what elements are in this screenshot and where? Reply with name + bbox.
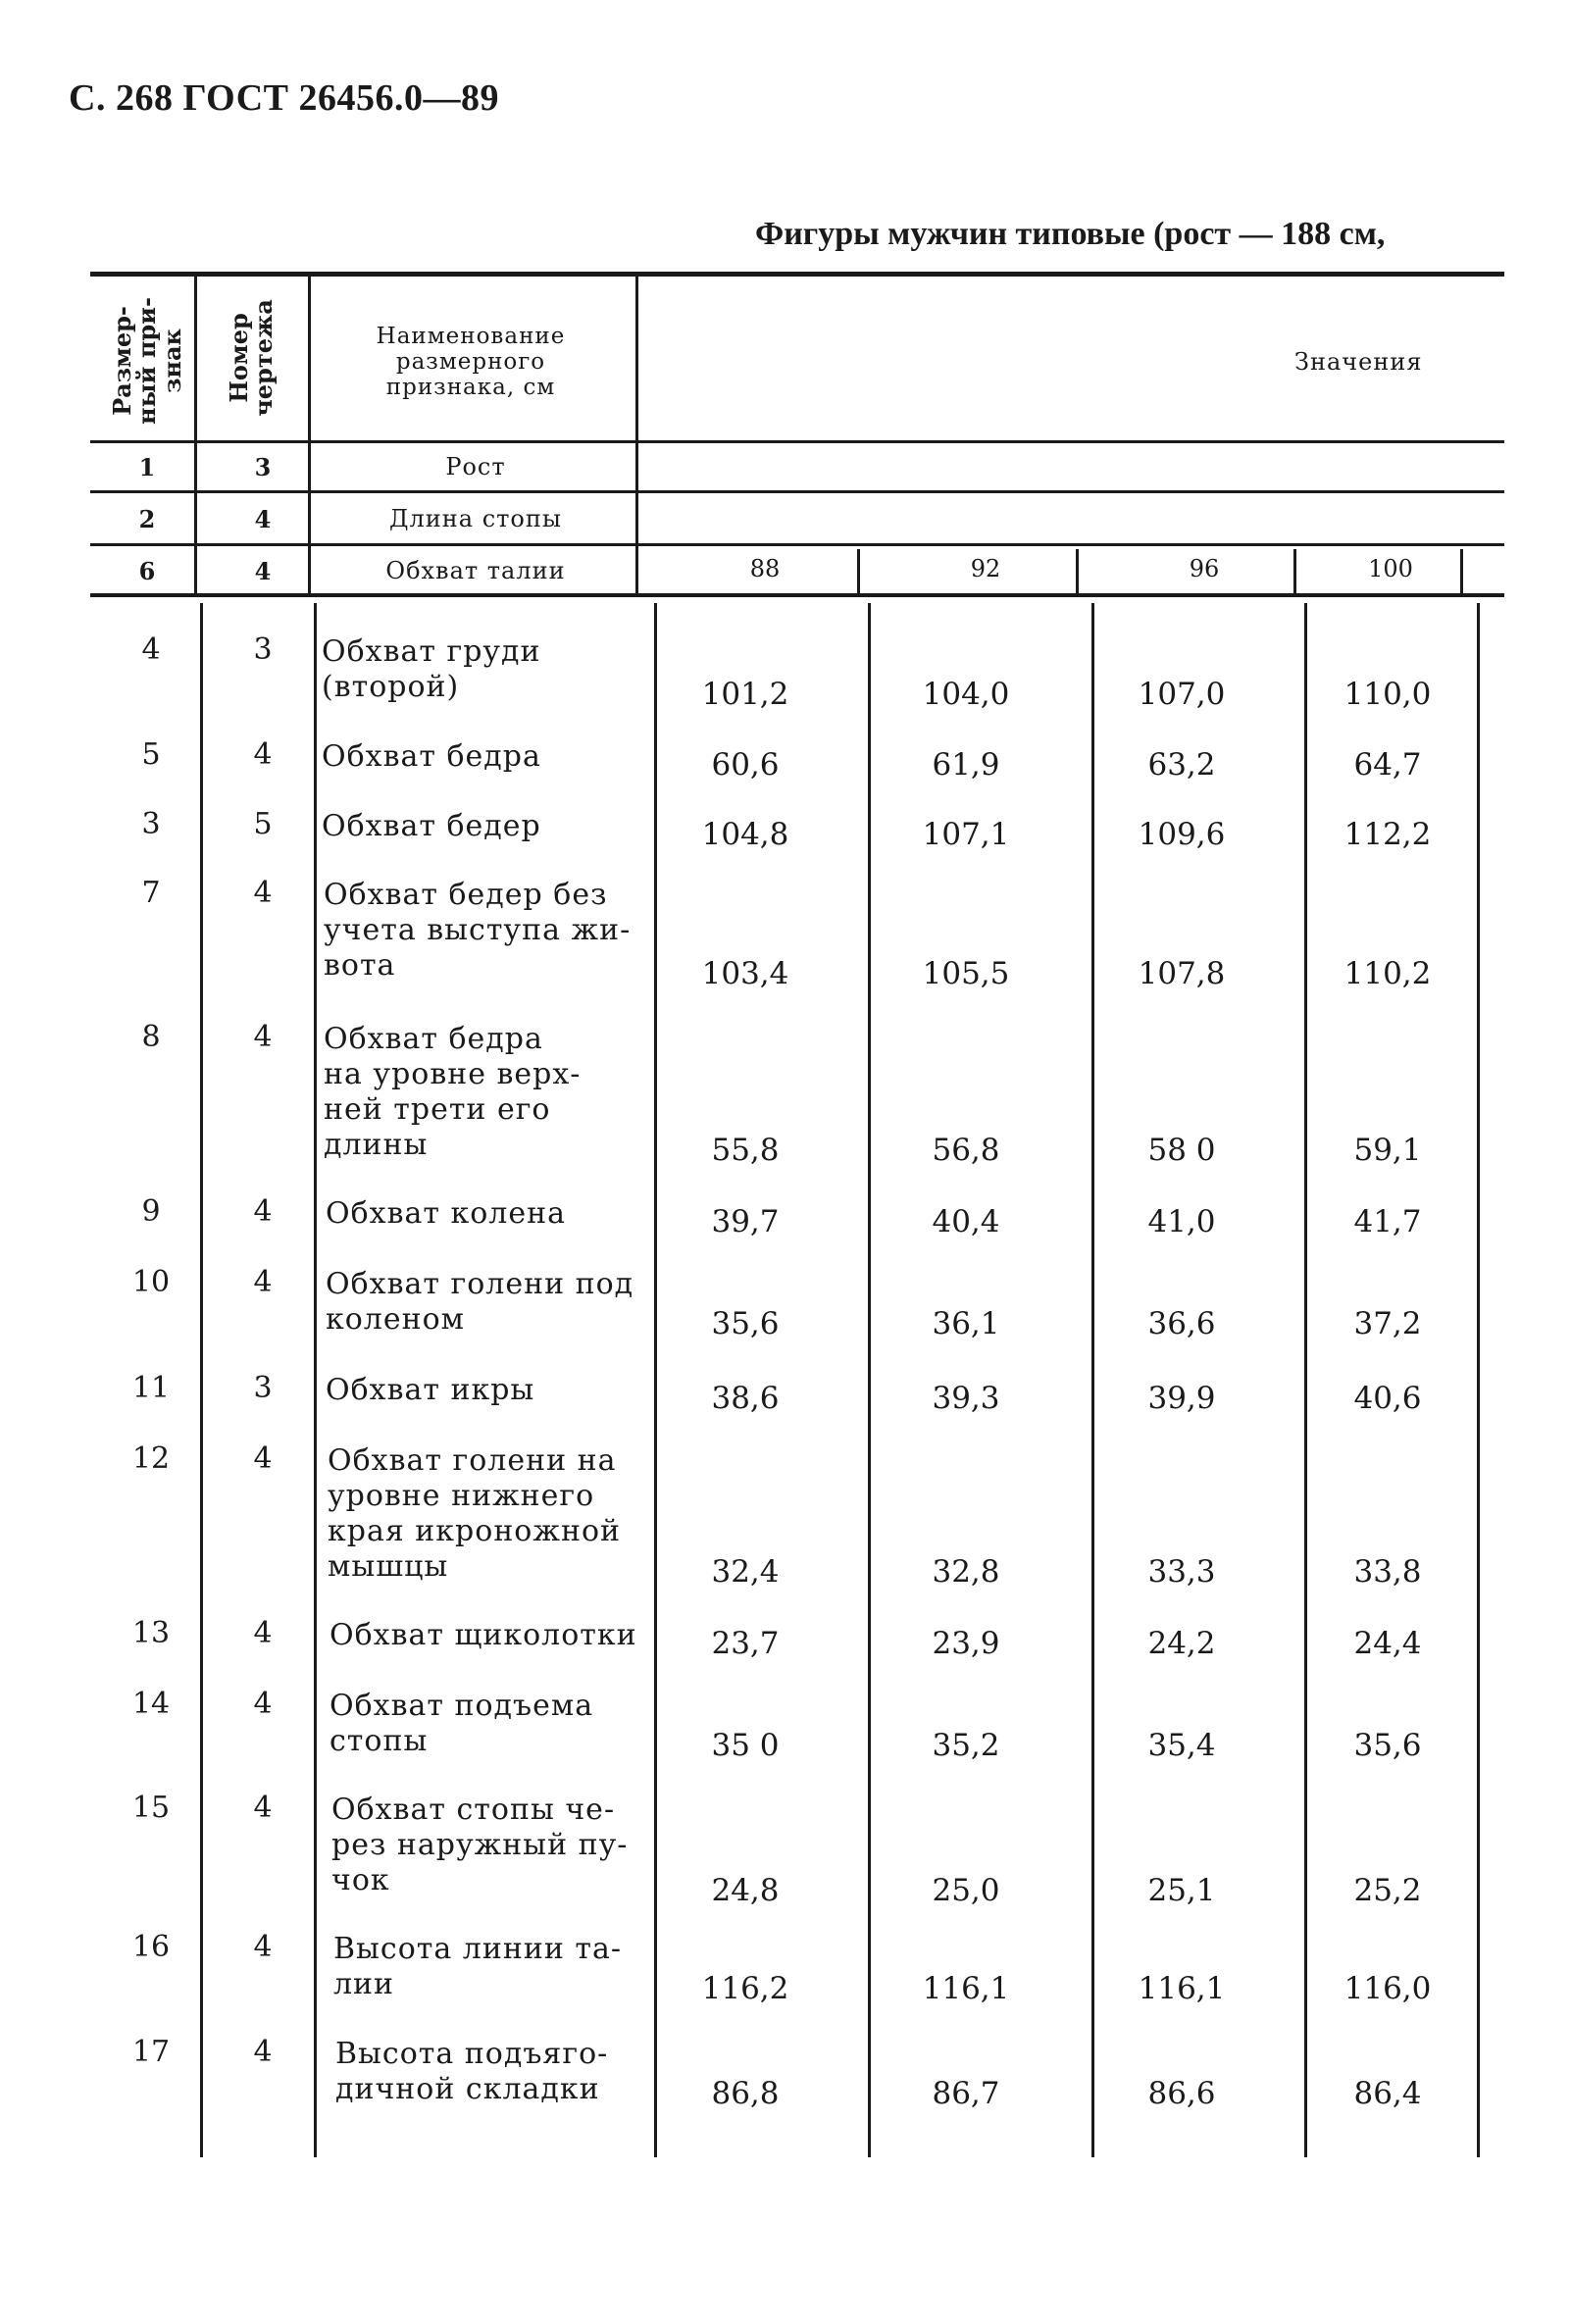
row-4-feature-name: Обхват груди (второй)	[322, 634, 541, 704]
page-header: С. 268 ГОСТ 26456.0—89	[69, 77, 499, 119]
row-12-value-4: 33,8	[1353, 1554, 1422, 1590]
row-8-value-2: 56,8	[932, 1133, 1000, 1168]
row-4-drawing: 3	[253, 632, 273, 667]
row-8-value-1: 55,8	[711, 1133, 780, 1168]
row-10-num: 10	[131, 1265, 171, 1299]
row-16-value-3: 116,1	[1138, 1971, 1226, 2006]
row-3-num: 3	[141, 807, 161, 841]
hrow-3-drawing: 4	[254, 557, 272, 585]
row-3-feature-name: Обхват бедер	[322, 809, 541, 843]
hrow-3-value-4: 100	[1368, 555, 1413, 582]
row-12-drawing: 4	[253, 1441, 273, 1476]
vrule-val-3	[1293, 549, 1296, 595]
row-5-drawing: 4	[253, 737, 273, 772]
row-4-value-1: 101,2	[701, 677, 789, 712]
header-drawing-number-line2: чертежа	[249, 299, 278, 417]
row-7-feature-name: Обхват бедер без учета выступа жи- вота	[324, 878, 632, 983]
hrow-3-value-1: 88	[749, 555, 781, 582]
row-7-value-2: 105,5	[922, 956, 1010, 991]
row-17-value-1: 86,8	[711, 2076, 780, 2111]
row-7-value-3: 107,8	[1138, 956, 1226, 991]
row-11-drawing: 3	[253, 1371, 273, 1405]
row-16-num: 16	[131, 1930, 171, 1964]
row-5-feature-name: Обхват бедра	[322, 739, 541, 774]
row-17-value-3: 86,6	[1147, 2076, 1216, 2111]
row-14-value-2: 35,2	[932, 1728, 1000, 1763]
row-17-drawing: 4	[253, 2035, 273, 2069]
row-10-value-1: 35,6	[711, 1306, 780, 1341]
vrule-val-1	[857, 549, 860, 595]
row-14-feature-name: Обхват подъема стопы	[329, 1689, 594, 1758]
row-9-value-1: 39,7	[711, 1204, 780, 1239]
row-4-value-3: 107,0	[1138, 677, 1226, 712]
row-17-feature-name: Высота подъяго- дичной складки	[335, 2037, 609, 2106]
row-3-value-1: 104,8	[701, 817, 789, 852]
row-7-value-1: 103,4	[701, 956, 789, 991]
row-8-num: 8	[141, 1020, 161, 1054]
row-12-value-2: 32,8	[932, 1554, 1000, 1590]
row-11-feature-name: Обхват икры	[326, 1373, 535, 1407]
hrow-1-name: Рост	[445, 453, 506, 480]
header-size-feature-line3: знак	[157, 328, 186, 393]
row-17-value-4: 86,4	[1353, 2076, 1422, 2111]
row-13-drawing: 4	[253, 1616, 273, 1650]
row-9-value-2: 40,4	[932, 1204, 1000, 1239]
header-values: Значения	[1294, 348, 1423, 376]
row-16-feature-name: Высота линии та- лии	[333, 1932, 622, 2001]
row-11-num: 11	[131, 1371, 171, 1405]
row-15-value-3: 25,1	[1147, 1873, 1216, 1908]
row-4-value-2: 104,0	[922, 677, 1010, 712]
hrow-3-value-3: 96	[1189, 555, 1220, 582]
row-16-value-2: 116,1	[922, 1971, 1010, 2006]
hrow-2-name: Длина стопы	[389, 505, 562, 532]
hrow-1-num: 1	[138, 453, 156, 481]
row-17-value-2: 86,7	[932, 2076, 1000, 2111]
hrow-3-name: Обхват талии	[385, 557, 566, 584]
row-rule-2	[90, 543, 1504, 546]
row-14-drawing: 4	[253, 1687, 273, 1721]
vrule-body-4	[868, 603, 871, 2157]
row-12-value-1: 32,4	[711, 1554, 780, 1590]
row-8-drawing: 4	[253, 1020, 273, 1054]
header-feature-name: Наименование размерного признака, см	[376, 324, 566, 400]
row-8-feature-name: Обхват бедра на уровне верх- ней трети его длины	[324, 1022, 582, 1162]
vrule-body-5	[1091, 603, 1094, 2157]
row-11-value-4: 40,6	[1353, 1381, 1422, 1416]
row-13-num: 13	[131, 1616, 171, 1650]
row-7-drawing: 4	[253, 876, 273, 910]
row-13-feature-name: Обхват щиколотки	[329, 1618, 637, 1652]
row-15-drawing: 4	[253, 1791, 273, 1825]
row-13-value-3: 24,2	[1147, 1626, 1216, 1661]
row-16-value-1: 116,2	[701, 1971, 789, 2006]
row-3-value-4: 112,2	[1343, 817, 1432, 852]
vrule-body-1	[200, 603, 203, 2157]
row-9-feature-name: Обхват колена	[326, 1196, 566, 1231]
header-rule	[90, 440, 1504, 443]
row-5-value-3: 63,2	[1147, 747, 1216, 783]
row-14-value-1: 35 0	[711, 1728, 780, 1763]
vrule-header-2	[308, 277, 311, 595]
row-rule-1	[90, 490, 1504, 493]
row-17-num: 17	[131, 2035, 171, 2069]
table-top-rule	[90, 272, 1504, 277]
row-9-num: 9	[141, 1194, 161, 1229]
row-10-feature-name: Обхват голени под коленом	[326, 1267, 634, 1337]
row-15-num: 15	[131, 1791, 171, 1825]
row-15-feature-name: Обхват стопы че- рез наружный пу- чок	[331, 1793, 629, 1897]
vrule-body-6	[1304, 603, 1307, 2157]
row-15-value-2: 25,0	[932, 1873, 1000, 1908]
row-5-value-4: 64,7	[1353, 747, 1422, 783]
row-16-value-4: 116,0	[1343, 1971, 1432, 2006]
row-8-value-4: 59,1	[1353, 1133, 1422, 1168]
vrule-val-4	[1460, 549, 1463, 595]
row-14-num: 14	[131, 1687, 171, 1721]
vrule-body-3	[654, 603, 657, 2157]
row-7-value-4: 110,2	[1343, 956, 1432, 991]
vrule-header-3	[635, 277, 638, 595]
row-11-value-1: 38,6	[711, 1381, 780, 1416]
row-11-value-3: 39,9	[1147, 1381, 1216, 1416]
row-5-value-2: 61,9	[932, 747, 1000, 783]
row-10-value-3: 36,6	[1147, 1306, 1216, 1341]
row-10-drawing: 4	[253, 1265, 273, 1299]
row-7-num: 7	[141, 876, 161, 910]
row-10-value-2: 36,1	[932, 1306, 1000, 1341]
row-9-value-3: 41,0	[1147, 1204, 1216, 1239]
header-drawing-number	[217, 260, 285, 456]
hrow-2-num: 2	[138, 505, 156, 533]
row-4-num: 4	[141, 632, 161, 667]
row-9-drawing: 4	[253, 1194, 273, 1229]
body-top-rule	[90, 593, 1504, 597]
row-15-value-4: 25,2	[1353, 1873, 1422, 1908]
row-12-value-3: 33,3	[1147, 1554, 1216, 1590]
vrule-header-1	[194, 277, 197, 595]
row-13-value-4: 24,4	[1353, 1626, 1422, 1661]
row-5-num: 5	[141, 737, 161, 772]
row-3-value-2: 107,1	[922, 817, 1010, 852]
header-size-feature-line2: ный при-	[132, 297, 162, 425]
hrow-2-drawing: 4	[254, 505, 272, 533]
vrule-val-2	[1076, 549, 1079, 595]
row-16-drawing: 4	[253, 1930, 273, 1964]
row-8-value-3: 58 0	[1147, 1133, 1216, 1168]
row-9-value-4: 41,7	[1353, 1204, 1422, 1239]
hrow-1-drawing: 3	[254, 453, 272, 481]
row-4-value-4: 110,0	[1343, 677, 1432, 712]
hrow-3-num: 6	[138, 557, 156, 585]
row-12-num: 12	[131, 1441, 171, 1476]
header-drawing-number-line1: Номер	[224, 313, 253, 403]
row-11-value-2: 39,3	[932, 1381, 1000, 1416]
header-size-feature-line1: Размер-	[108, 306, 137, 416]
row-13-value-1: 23,7	[711, 1626, 780, 1661]
vrule-body-2	[314, 603, 317, 2157]
row-15-value-1: 24,8	[711, 1873, 780, 1908]
row-13-value-2: 23,9	[932, 1626, 1000, 1661]
row-10-value-4: 37,2	[1353, 1306, 1422, 1341]
row-3-drawing: 5	[253, 807, 273, 841]
header-size-feature	[103, 253, 191, 469]
hrow-3-value-2: 92	[970, 555, 1001, 582]
row-14-value-4: 35,6	[1353, 1728, 1422, 1763]
row-3-value-3: 109,6	[1138, 817, 1226, 852]
row-14-value-3: 35,4	[1147, 1728, 1216, 1763]
row-5-value-1: 60,6	[711, 747, 780, 783]
row-12-feature-name: Обхват голени на уровне нижнего края икроножной мышцы	[328, 1443, 622, 1584]
table-title: Фигуры мужчин типовые (рост — 188 см,	[755, 216, 1386, 252]
vrule-body-7	[1477, 603, 1480, 2157]
